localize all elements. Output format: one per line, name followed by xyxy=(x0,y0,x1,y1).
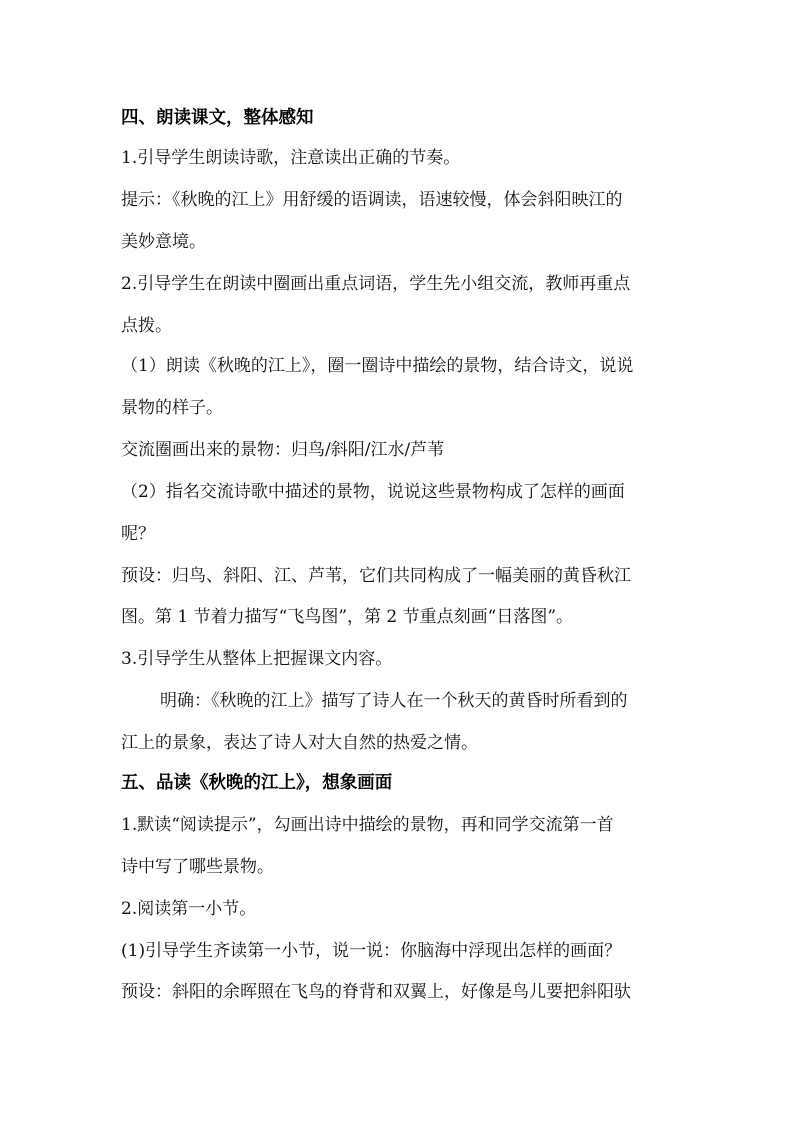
paragraph-line: 景物的样子。 xyxy=(121,398,223,418)
paragraph-line: 提示：《秋晚的江上》用舒缓的语调读，语速较慢，体会斜阳映江的 xyxy=(121,190,623,210)
paragraph-line: 美妙意境。 xyxy=(121,232,206,252)
paragraph-line: 1.引导学生朗读诗歌，注意读出正确的节奏。 xyxy=(121,148,461,168)
paragraph-line: 2.阅读第一小节。 xyxy=(121,899,257,919)
paragraph-line: 交流圈画出来的景物：归鸟/斜阳/江水/芦苇 xyxy=(121,440,445,460)
paragraph-line: （2）指名交流诗歌中描述的景物，说说这些景物构成了怎样的画面 xyxy=(121,482,625,502)
paragraph-line: 诗中写了哪些景物。 xyxy=(121,857,274,877)
paragraph-line: 明确：《秋晚的江上》描写了诗人在一个秋天的黄昏时所看到的 xyxy=(160,691,628,711)
paragraph-line: 预设：归鸟、斜阳、江、芦苇，它们共同构成了一幅美丽的黄昏秋江 xyxy=(121,566,631,586)
paragraph-line: 呢？ xyxy=(121,524,155,544)
paragraph-line: 江上的景象，表达了诗人对大自然的热爱之情。 xyxy=(121,733,478,753)
paragraph-line: (1)引导学生齐读第一小节，说一说：你脑海中浮现出怎样的画面？ xyxy=(121,941,622,961)
section-heading-4: 四、朗读课文，整体感知 xyxy=(121,108,314,128)
paragraph-line: 预设：斜阳的余晖照在飞鸟的脊背和双翼上，好像是鸟儿要把斜阳驮 xyxy=(121,982,631,1002)
paragraph-line: 图。第 1 节着力描写“飞鸟图”，第 2 节重点刻画“日落图”。 xyxy=(121,607,574,627)
paragraph-line: 2.引导学生在朗读中圈画出重点词语，学生先小组交流，教师再重点 xyxy=(121,274,631,294)
paragraph-line: 点拨。 xyxy=(121,316,172,336)
paragraph-line: 1.默读“阅读提示”，勾画出诗中描绘的景物，再和同学交流第一首 xyxy=(121,815,614,835)
paragraph-line: （1）朗读《秋晚的江上》，圈一圈诗中描绘的景物，结合诗文，说说 xyxy=(121,356,634,376)
paragraph-line: 3.引导学生从整体上把握课文内容。 xyxy=(121,649,393,669)
section-heading-5: 五、品读《秋晚的江上》，想象画面 xyxy=(121,773,393,793)
